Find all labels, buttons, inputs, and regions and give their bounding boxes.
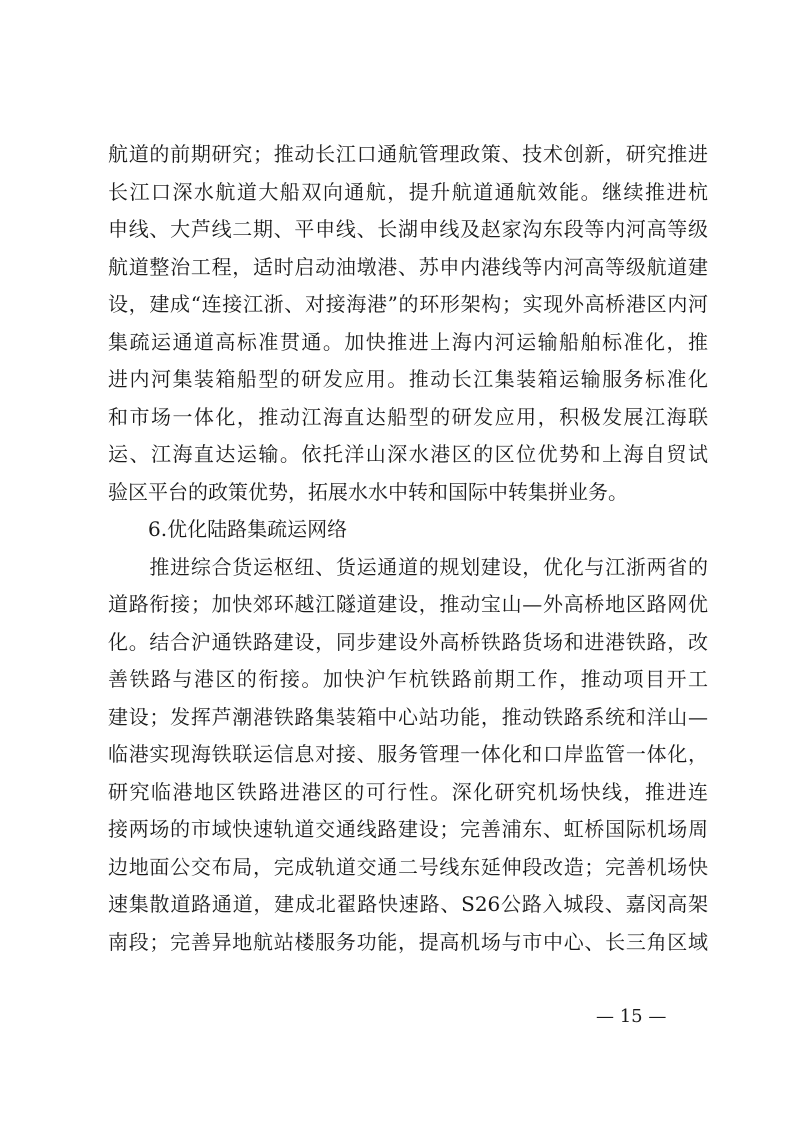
- text-line: 设，建成“连接江浙、对接海港”的环形架构；实现外高桥港区内河: [108, 292, 708, 316]
- text-line: 临港实现海铁联运信息对接、服务管理一体化和口岸监管一体化，: [108, 742, 708, 766]
- text-line: 集疏运通道高标准贯通。加快推进上海内河运输船舶标准化，推: [108, 329, 708, 354]
- section-heading: 6.优化陆路集疏运网络: [108, 517, 348, 541]
- text-line: 道路衔接；加快郊环越江隧道建设，推动宝山—外高桥地区路网优: [108, 592, 708, 616]
- text-line: 化。结合沪通铁路建设，同步建设外高桥铁路货场和进港铁路，改: [108, 629, 708, 654]
- text-line: 建设；发挥芦潮港铁路集装箱中心站功能，推动铁路系统和洋山—: [108, 704, 708, 729]
- text-line: 边地面公交布局，完成轨道交通二号线东延伸段改造；完善机场快: [108, 854, 708, 879]
- text-line: 速集散道路通道，建成北翟路快速路、S26公路入城段、嘉闵高架: [108, 892, 708, 916]
- paragraph-end-line: 验区平台的政策优势，拓展水水中转和国际中转集拼业务。: [108, 479, 628, 504]
- text-line: 进内河集装箱船型的研发应用。推动长江集装箱运输服务标准化: [108, 367, 708, 391]
- text-line: 运、江海直达运输。依托洋山深水港区的区位优势和上海自贸试: [108, 442, 708, 466]
- text-line: 接两场的市域快速轨道交通线路建设；完善浦东、虹桥国际机场周: [108, 817, 708, 841]
- text-line: 长江口深水航道大船双向通航，提升航道通航效能。继续推进杭: [108, 179, 708, 204]
- text-line: 推进综合货运枢纽、货运通道的规划建设，优化与江浙两省的: [108, 554, 708, 579]
- text-line: 和市场一体化，推动江海直达船型的研发应用，积极发展江海联: [108, 404, 708, 429]
- text-line: 航道的前期研究；推动长江口通航管理政策、技术创新，研究推进: [108, 142, 708, 166]
- page-number: — 15 —: [596, 1006, 667, 1027]
- text-line: 南段；完善异地航站楼服务功能，提高机场与市中心、长三角区域: [108, 929, 708, 954]
- body-text: [108, 136, 708, 961]
- text-line: 申线、大芦线二期、平申线、长湖申线及赵家沟东段等内河高等级: [108, 217, 708, 241]
- text-line: 航道整治工程，适时启动油墩港、苏申内港线等内河高等级航道建: [108, 254, 708, 279]
- text-line: 研究临港地区铁路进港区的可行性。深化研究机场快线，推进连: [108, 779, 708, 804]
- text-line: 善铁路与港区的衔接。加快沪乍杭铁路前期工作，推动项目开工: [108, 667, 708, 691]
